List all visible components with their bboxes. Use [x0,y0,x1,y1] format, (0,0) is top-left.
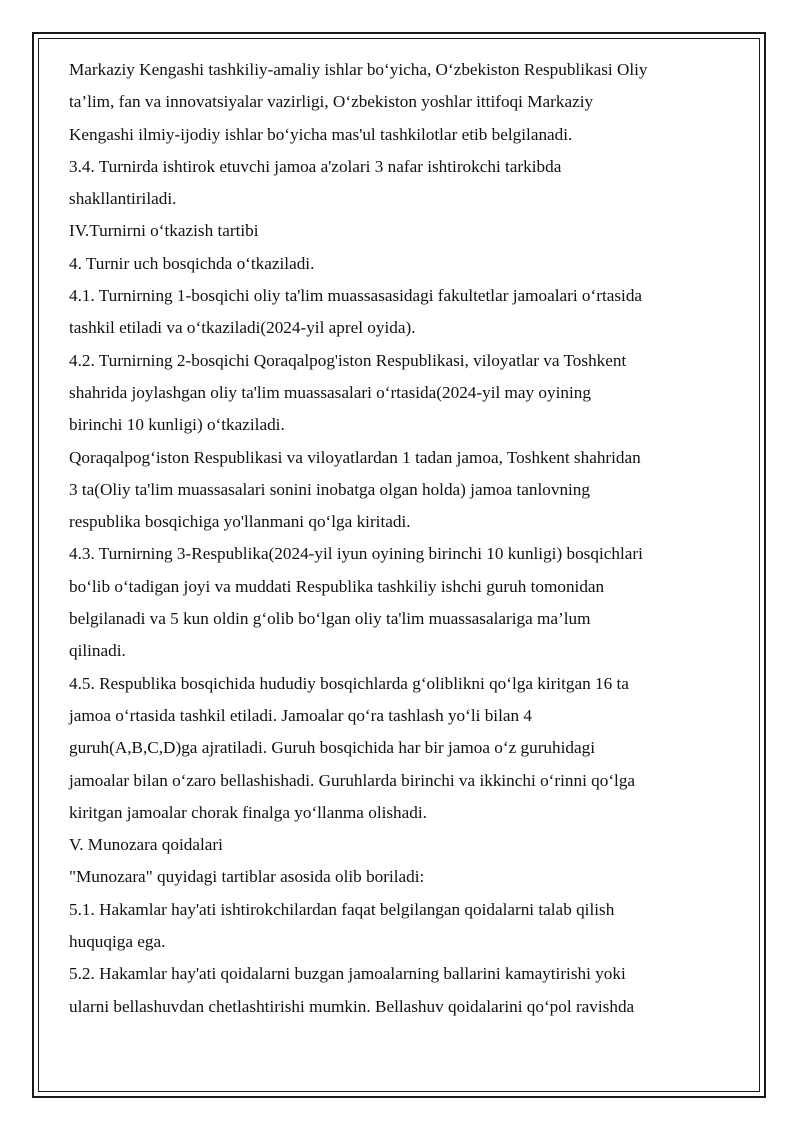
text-line: respublika bosqichiga yo'llanmani qo‘lga kiritadi. [69,512,411,532]
text-line: 4.2. Turnirning 2-bosqichi Qoraqalpog'iston Respublikasi, viloyatlar va Toshkent [69,350,627,370]
text-line: qilinadi. [69,641,126,661]
text-line: 4.3. Turnirning 3-Respublika(2024-yil iyun oyining birinchi 10 kunligi) bosqichlari [69,544,643,564]
text-line: 3 ta(Oliy ta'lim muassasalari sonini inobatga olgan holda) jamoa tanlovning [69,479,590,499]
text-line: ta’lim, fan va innovatsiyalar vazirligi, O‘zbekiston yoshlar ittifoqi Markaziy [69,92,594,112]
text-line: 4.1. Turnirning 1-bosqichi oliy ta'lim muassasasidagi fakultetlar jamoalari o‘rtasida [69,286,643,306]
text-line: 3.4. Turnirda ishtirok etuvchi jamoa a'zolari 3 nafar ishtirokchi tarkibda [69,156,562,176]
text-line: guruh(A,B,C,D)ga ajratiladi. Guruh bosqichida har bir jamoa o‘z guruhidagi [69,738,595,758]
text-line: shakllantiriladi. [69,189,177,209]
document-body [69,54,719,1023]
section-heading: V. Munozara qoidalari [69,835,223,855]
text-line: 5.2. Hakamlar hay'ati qoidalarni buzgan jamoalarning ballarini kamaytirishi yoki [69,964,626,984]
text-line: birinchi 10 kunligi) o‘tkaziladi. [69,415,285,435]
text-line: huquqiga ega. [69,932,166,952]
section-heading: IV.Turnirni o‘tkazish tartibi [69,221,259,241]
text-line: 4.5. Respublika bosqichida hududiy bosqichlarda g‘oliblikni qo‘lga kiritgan 16 ta [69,673,629,693]
text-line: shahrida joylashgan oliy ta'lim muassasalari o‘rtasida(2024-yil may oyining [69,382,591,402]
text-line: 5.1. Hakamlar hay'ati ishtirokchilardan faqat belgilangan qoidalarni talab qilish [69,899,615,919]
text-line: Kengashi ilmiy-ijodiy ishlar bo‘yicha mas'ul tashkilotlar etib belgilanadi. [69,124,573,144]
text-line: bo‘lib o‘tadigan joyi va muddati Respublika tashkiliy ishchi guruh tomonidan [69,576,605,596]
text-line: "Munozara" quyidagi tartiblar asosida olib boriladi: [69,867,425,887]
text-line: kiritgan jamoalar chorak finalga yo‘llanma olishadi. [69,802,427,822]
text-line: 4. Turnir uch bosqichda o‘tkaziladi. [69,253,315,273]
text-line: belgilanadi va 5 kun oldin g‘olib bo‘lgan oliy ta'lim muassasalariga ma’lum [69,609,591,629]
text-line: tashkil etiladi va o‘tkaziladi(2024-yil aprel oyida). [69,318,416,338]
text-line: Markaziy Kengashi tashkiliy-amaliy ishlar bo‘yicha, O‘zbekiston Respublikasi Oliy [69,60,648,79]
text-line: Qoraqalpog‘iston Respublikasi va viloyatlardan 1 tadan jamoa, Toshkent shahridan [69,447,641,467]
text-line: jamoa o‘rtasida tashkil etiladi. Jamoalar qo‘ra tashlash yo‘li bilan 4 [69,705,532,725]
text-line: jamoalar bilan o‘zaro bellashishadi. Guruhlarda birinchi va ikkinchi o‘rinni qo‘lga [69,770,636,790]
text-line: ularni bellashuvdan chetlashtirishi mumkin. Bellashuv qoidalarini qo‘pol ravishda [69,996,635,1016]
